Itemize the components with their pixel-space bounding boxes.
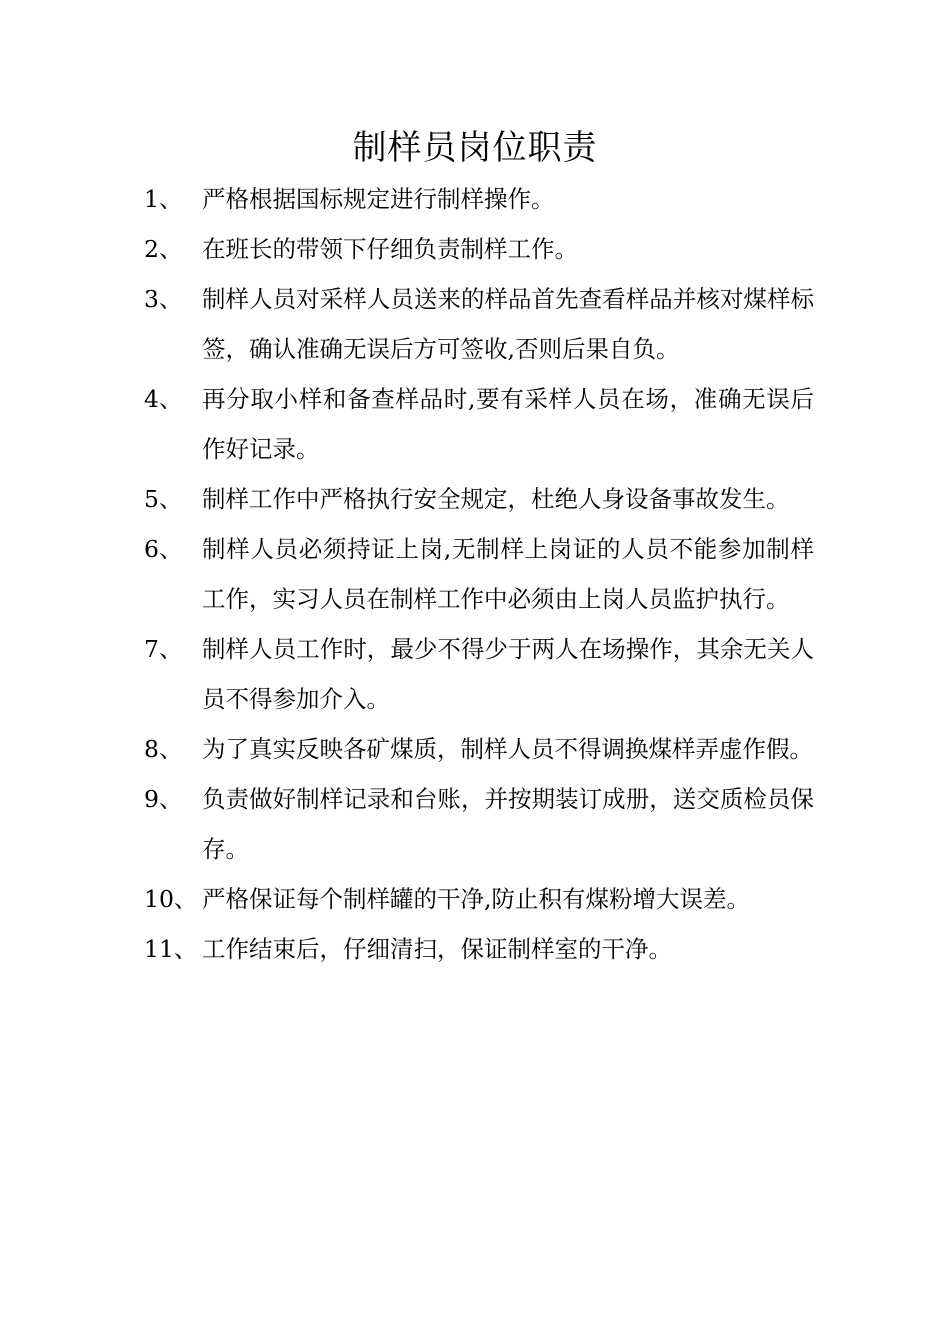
- duty-number: 5、: [144, 485, 183, 513]
- document-title: 制样员岗位职责: [352, 128, 598, 168]
- duty-number: 4、: [144, 385, 183, 413]
- duty-number: 2、: [144, 235, 183, 263]
- duty-text: 再分取小样和备查样品时,要有采样人员在场，准确无误后作好记录。: [202, 385, 814, 463]
- duty-item: [144, 524, 814, 624]
- duty-number: 1、: [144, 185, 183, 213]
- duty-number: 10、: [144, 885, 198, 913]
- duty-text: 工作结束后，仔细清扫，保证制样室的干净。: [202, 935, 672, 963]
- duty-item: [144, 474, 814, 524]
- duty-text: 制样人员工作时，最少不得少于两人在场操作，其余无关人员不得参加介入。: [202, 635, 814, 713]
- duty-text: 严格根据国标规定进行制样操作。: [202, 185, 555, 213]
- duty-item: [144, 724, 814, 774]
- duty-text: 负责做好制样记录和台账，并按期装订成册，送交质检员保存。: [202, 785, 814, 863]
- duty-item: [144, 874, 814, 924]
- duty-item: [144, 774, 814, 874]
- duty-item: [144, 174, 814, 224]
- duty-text: 制样人员必须持证上岗,无制样上岗证的人员不能参加制样工作，实习人员在制样工作中必须由上岗人员监护执行。: [202, 535, 814, 613]
- duty-text: 严格保证每个制样罐的干净,防止积有煤粉增大误差。: [202, 885, 750, 913]
- duty-list: [144, 174, 814, 974]
- duty-number: 7、: [144, 635, 183, 663]
- duty-item: [144, 274, 814, 374]
- duty-number: 3、: [144, 285, 183, 313]
- duty-item: [144, 624, 814, 724]
- duty-number: 9、: [144, 785, 183, 813]
- duty-item: [144, 374, 814, 474]
- duty-text: 在班长的带领下仔细负责制样工作。: [202, 235, 578, 263]
- duty-text: 制样工作中严格执行安全规定，杜绝人身设备事故发生。: [202, 485, 790, 513]
- duty-text: 制样人员对采样人员送来的样品首先查看样品并核对煤样标签，确认准确无误后方可签收,否则后果自负。: [202, 285, 814, 363]
- duty-item: [144, 924, 814, 974]
- duty-number: 6、: [144, 535, 183, 563]
- duty-number: 8、: [144, 735, 183, 763]
- duty-number: 11、: [144, 935, 198, 963]
- duty-text: 为了真实反映各矿煤质，制样人员不得调换煤样弄虚作假。: [202, 735, 813, 763]
- duty-item: [144, 224, 814, 274]
